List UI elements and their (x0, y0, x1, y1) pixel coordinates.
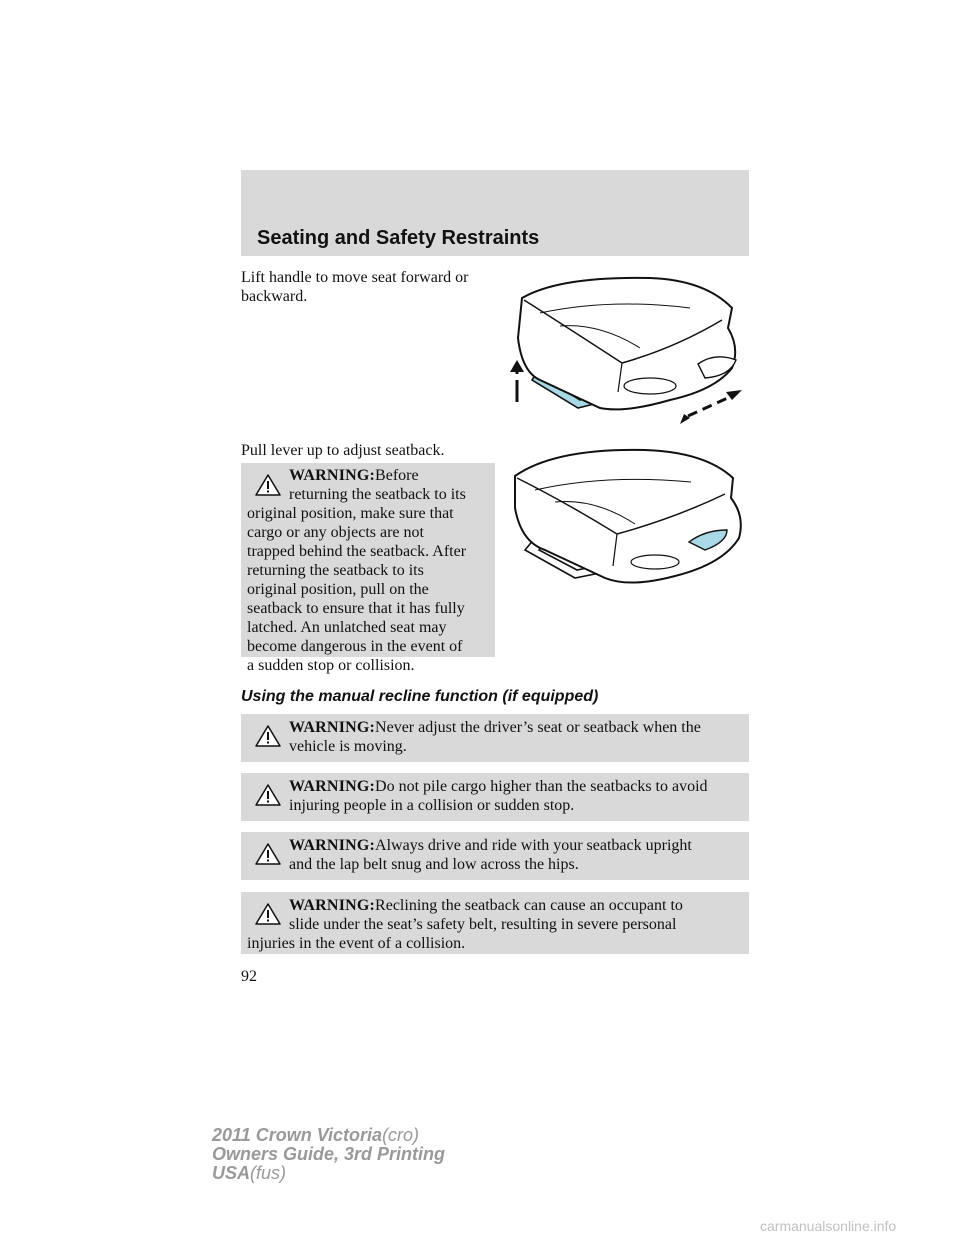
warning-box-reclining: WARNING:Reclining the seatback can cause an occupant to slide under the seat’s safety belt, resulting in severe personal injuries in the event of a collision. (241, 892, 749, 954)
intro-paragraph-1: Lift handle to move seat forward or backward. (241, 269, 469, 305)
warning-label: WARNING: (289, 467, 376, 484)
warning-box-cargo: WARNING:Do not pile cargo higher than the seatbacks to avoid injuring people in a collision or sudden stop. (241, 773, 749, 821)
section-header (241, 170, 749, 256)
warning-box-moving: WARNING:Never adjust the driver’s seat or seatback when the vehicle is moving. (241, 714, 749, 762)
seatback-lever-illustration (505, 438, 750, 588)
seat-track-illustration (500, 268, 750, 428)
document-footer: 2011 Crown Victoria(cro) Owners Guide, 3rd Printing USA(fus) (212, 1125, 446, 1183)
section-subheading: Using the manual recline function (if equipped) (241, 688, 599, 705)
intro-paragraph-2: Pull lever up to adjust seatback. (241, 442, 445, 459)
section-title: Seating and Safety Restraints (257, 227, 540, 249)
page-number: 92 (241, 968, 257, 985)
watermark-text: carmanualsonline.info (760, 1218, 897, 1234)
warning-box-upright: WARNING:Always drive and ride with your seatback upright and the lap belt snug and low across the hips. (241, 832, 749, 880)
warning-box-seatback: WARNING:Before returning the seatback to its original position, make sure that cargo or any objects are not trapped behind the seatback. After returning the seatback to its original position, pull on the seatback to ensure that it has fully latched. An unlatched seat may become dangerous in the event of a sudden stop or collision. (241, 463, 495, 657)
